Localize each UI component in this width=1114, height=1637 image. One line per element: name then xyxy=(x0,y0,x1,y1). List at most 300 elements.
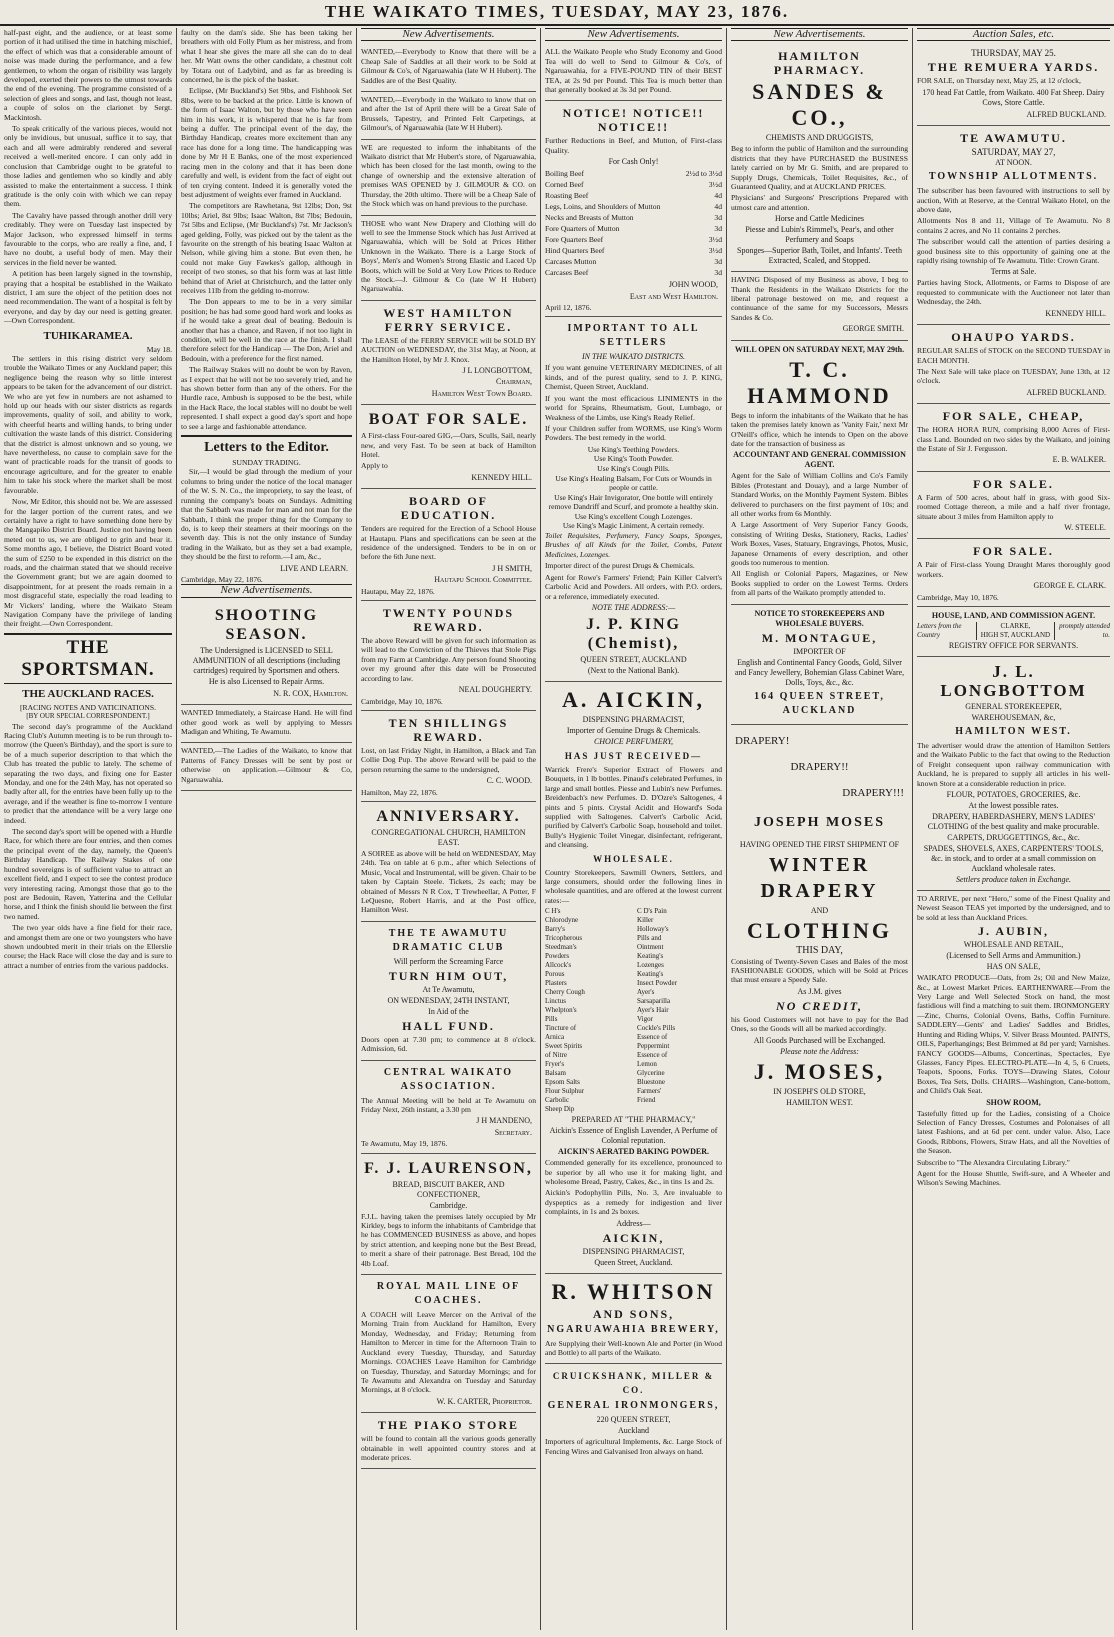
ad-subtitle: IN JOSEPH'S OLD STORE, xyxy=(773,1086,866,1096)
list-item: Cockle's Pills xyxy=(637,1024,676,1033)
article-paragraph: A petition has been largely signed in the township, praying that a hospital be established in the Waikato district, I am sure the object of the petition does not need recommendation. The want of a hospital is felt by everyone, and day by day our need is getting greater.—Own Correspondent. xyxy=(4,269,172,326)
list-item: Use King's Healing Balsam, For Cuts or Wounds in people or cattle. xyxy=(555,473,712,493)
dateline: Hamilton, May 22, 1876. xyxy=(361,787,438,797)
list-item: Keating's Insect Powder xyxy=(637,970,677,988)
ad-subtitle: NGARUAWAHIA BREWERY, xyxy=(547,1323,720,1335)
ad-title: OHAUPO YARDS. xyxy=(951,330,1076,345)
ad-title: A. AICKIN, xyxy=(561,686,706,712)
dateline: May 18. xyxy=(146,344,172,354)
ad-body: REGULAR SALES of STOCK on the SECOND TUESDAY in EACH MONTH. xyxy=(917,346,1110,365)
list-item: Fryer's Balsam xyxy=(545,1060,566,1078)
ad-body: his Good Customers will not have to pay for the Bad Ones, so the Goods will all be marked accordingly. xyxy=(731,1014,908,1034)
ad-subtitle: THIS DAY, xyxy=(796,944,843,956)
advertisement xyxy=(545,682,722,1274)
advertisement xyxy=(361,1275,536,1413)
ad-subtitle: TURN HIM OUT, xyxy=(388,968,509,983)
ad-body: Aickin's Essence of English Lavender, A Perfume of Colonial reputation. xyxy=(549,1126,718,1146)
advertisement xyxy=(917,539,1110,607)
advertisement xyxy=(917,325,1110,404)
ad-subtitle: NO CREDIT, xyxy=(776,998,863,1013)
ad-title: DRAPERY!! xyxy=(790,760,849,773)
ad-body: Begs to inform the inhabitants of the Waikato that he has taken the premises lately known as 'Vanity Fair,' next Mr O'Neill's office, which he intends to Open on the above date for the transaction of business as xyxy=(731,410,908,448)
ad-body: Horse and Cattle Medicines xyxy=(774,214,865,224)
advertisement xyxy=(361,922,536,1061)
ad-title: CENTRAL WAIKATO ASSOCIATION. xyxy=(383,1066,514,1092)
dateline: Te Awamutu, May 19, 1876. xyxy=(361,1139,448,1149)
ad-title: HAMILTON PHARMACY. xyxy=(773,49,866,78)
ad-body: The Next Sale will take place on TUESDAY, June 13th, at 12 o'clock. xyxy=(917,366,1110,386)
price-row xyxy=(545,267,722,278)
section-heading: TUHIKARAMEA. xyxy=(43,329,133,342)
signature: E. B. WALKER. xyxy=(1052,455,1106,465)
ad-title: NOTICE TO STOREKEEPERS AND WHOLESALE BUYERS. xyxy=(754,608,885,628)
list-item: Barry's Tricopherous xyxy=(545,925,583,943)
ad-title: J. P. KING (Chemist), xyxy=(586,615,681,652)
wholesale-list xyxy=(545,907,722,1114)
ad-body: Apply to xyxy=(361,461,388,471)
signature: N. R. COX, Hamilton. xyxy=(273,688,348,698)
new-ads-heading: New Advertisements. xyxy=(181,584,352,597)
ad-body: Agent for the Sale of William Collins and Co's Family Bibles (Protestant and Douay), and a large Number of Standard Works, on the Monthly Payment System. Bibles delivered to purchasers on the first payment of 10s; and all other works from 6s Monthly. xyxy=(731,471,908,518)
article-paragraph: To speak critically of the various pieces, would not only be invidious, but unusual, suffice it to say, that each and all were admirably rendered and several received a well-merited encore. I can only add in conclusion that Cambridge ought to be grateful to those ladies and gentlemen who so kindly and ably assisted to make the entertainment a success. I think gratitude is the only coin with which we can repay them. xyxy=(4,124,172,209)
ad-subtitle: IMPORTER OF xyxy=(793,646,846,656)
advertisement xyxy=(181,601,352,705)
column-4 xyxy=(541,28,726,1630)
signature: J H SMITH, xyxy=(492,563,532,573)
ad-subtitle: IN THE WAIKATO DISTRICTS. xyxy=(581,352,685,362)
list-item: Allcock's Porous Plasters xyxy=(545,961,572,988)
advertisement xyxy=(361,216,536,301)
advertisement xyxy=(917,404,1110,472)
signature: ALFRED BUCKLAND. xyxy=(1026,109,1106,119)
ad-subtitle: HAS ON SALE, xyxy=(986,962,1041,972)
signature: East and West Hamilton. xyxy=(629,291,718,301)
list-item: C H's Chlorodyne xyxy=(545,907,579,925)
subheading: SUNDAY TRADING. xyxy=(232,458,301,468)
list-item: Whelpton's Pills xyxy=(545,1006,577,1024)
price-value: 4d xyxy=(714,191,722,201)
advertisement xyxy=(731,272,908,340)
ad-body: A Pair of First-class Young Draught Mares thoroughly good workers. xyxy=(917,560,1110,579)
price-list xyxy=(545,168,722,278)
dateline: Cambridge, May 10, 1876. xyxy=(917,592,999,602)
letters-heading: Letters to the Editor. xyxy=(181,435,352,456)
ad-body: THOSE who want New Drapery and Clothing will do well to see the Immense Stock which has Just Arrived at Ngaruawahia, which will be Sold at Prices Hither Unknown in the Waikato. There is a Large Stock of Boys', Men's and Women's Strong Elastic and Laced Up Boots, which will be Sold at Very Low Prices to Reduce the Stock.—J. Gilmour & Co (late W H Hubert) Ngaruawahia. xyxy=(361,218,536,294)
ad-body: Consisting of Twenty-Seven Cases and Bales of the most FASHIONABLE GOODS, which will be Sold at Prices that must ensure a Speedy Sale. xyxy=(731,956,908,985)
ad-subtitle: WHOLESALE AND RETAIL, xyxy=(963,940,1064,950)
list-item: C D's Pain Killer xyxy=(637,907,667,925)
ad-body: WANTED Immediately, a Staircase Hand. He will find other good work as well by applying to Messrs Madigan and Whiting, Te Awamutu. xyxy=(181,708,352,736)
article-paragraph: The second day's programme of the Auckland Racing Club's Autumn meeting is to be run through to-morrow (the Queen's Birthday), and the sport is sure to be of a much superior description to that which the Club has treated the public to lately. The scheme of separating the two days, and fixing one for Easter Monday, and one for the 24th May, has not operated so badly after all, for the entries have been fully up to the average, and if the weather is fine to-morrow I venture to predict that the attendance will be a very large one indeed. xyxy=(4,721,172,825)
ad-title: THE PIAKO STORE xyxy=(377,1418,520,1433)
list-item: Essence of Lemon xyxy=(637,1051,668,1069)
ad-body: Tastefully fitted up for the Ladies, consisting of a Choice Selection of Fancy Dresses, Costumes and Polonaises of all latest Fashions, and at 6d per cent. under value. Also, Lace Goods, Ribbons, Flowers, Straw Hats, and all the Novelties of the Season. xyxy=(917,1108,1110,1156)
ad-title: WEST HAMILTON FERRY SERVICE. xyxy=(383,305,514,334)
advertisement xyxy=(917,607,1110,657)
list-item: Farmers' Friend xyxy=(637,1087,662,1105)
ad-title: FOR SALE. xyxy=(973,476,1054,491)
ad-body: SPADES, SHOVELS, AXES, CARPENTERS' TOOLS, &c. in stock, and to order at a small commission on Auckland wholesale rates. xyxy=(923,844,1104,874)
ad-title: TOWNSHIP ALLOTMENTS. xyxy=(928,171,1099,183)
advertisement xyxy=(545,44,722,101)
list-item: Cherry Cough Linctus xyxy=(545,988,585,1006)
column-6 xyxy=(913,28,1114,1630)
dateline: Hautapu, May 22, 1876. xyxy=(361,586,435,596)
ad-body: If you want genuine VETERINARY MEDICINES, of all kinds, and of the purest quality, send to J. P. KING, Chemist, Queen Street, Auckland. xyxy=(545,363,722,392)
ad-body: Terms at Sale. xyxy=(990,267,1037,277)
ad-body: The Undersigned is LICENSED to SELL AMMUNITION of all descriptions (including cartridges) required by Sportsmen and others. xyxy=(192,645,341,675)
advertisement xyxy=(361,802,536,922)
ad-body: All English or Colonial Papers, Magazines, or New Books supplied to order on the Lowest Terms. Orders from all parts of the Waikato promptly attended to. xyxy=(731,569,908,598)
ad-body: Settlers produce taken in Exchange. xyxy=(956,875,1071,885)
article-paragraph: The competitors are Rawhetana, 9st 12lbs; Don, 9st 10lbs; Ariel, 8st 9lbs; Isaac Walton, 8st 7lbs; Bedouin, 7st 5lbs and Eclipse, (Mr Buckland's) 7st. Mr Jackson's aged gelding, Folly, was picked out by the talent as the favourite on the strength of his beating Isaac Walton at Nelson, while giving him a stone. But even then, he could not make Guy Fawkes's gallop, although in receipt of two stones, so that his form was at last little behind that of Ariel at Christchurch, and the latter only receives 11lb from the gelding to-morrow. xyxy=(181,201,352,295)
advertisement xyxy=(361,92,536,140)
column-5 xyxy=(727,28,912,1630)
ad-body: Parties having Stock, Allotments, or Farms to Dispose of are requested to communicate with the Auctioneer not later than Wednesday, the 24th. xyxy=(917,278,1110,307)
ad-subtitle: WHOLESALE. xyxy=(593,853,674,864)
signature: NEAL DOUGHERTY. xyxy=(458,685,532,695)
masthead xyxy=(0,0,1114,26)
list-item: Holloway's Pills and Ointment xyxy=(637,925,669,952)
ad-title: ROYAL MAIL LINE OF COACHES. xyxy=(376,1281,521,1307)
ad-body: Commended generally for its excellence, pronounced to be superior by all who use it for making light, and wholesome Bread, Pastry, Cakes, &c., in tins 1s and 2s. xyxy=(545,1158,722,1186)
list-item: Essence of Peppermint xyxy=(637,1033,670,1051)
ad-body: Warrick Frere's Superior Extract of Flowers and Bouquets, in 1 lb bottles. Pinaud's celebrated Perfumes, in large and small bottles. Piesse and Lubin's new Perfumes. Breidenbach's new Perfumes. D. D'Ozre's Saltogenes, 4 pints and 5 pints. Crystal Acidit and Howard's Soda supplied with Saltogenes. Calvert's Carbolic Acid, purified by Calvert's Carbolic Soap, household and toilet. Bully's Hygienic Toilet Vinegar, disinfectant, refrigerant, and cleansing. xyxy=(545,764,722,850)
ad-body: A Large Assortment of Very Superior Fancy Goods, consisting of Writing Desks, Stationery, Racks, Ladies' Work Boxes, Vases, Statuary, Engravings, Photos, Music, Japanese Ornaments of every description, and other goods too numerous to mention. xyxy=(731,520,908,567)
price-row xyxy=(545,234,722,245)
advertisement xyxy=(731,44,908,272)
article-paragraph: The second day's sport will be opened with a Hurdle Race, for which there are four entries, and then comes the principal event of the day, namely, the Queen's Birthday Handicap. The Railway Stakes of one hundred sovereigns is of sufficient value to attract an excellent field, and I expect to see the contest produce very interesting racing. Amongst those that go to the post are Bedouin, Raven, Yatterina and the Cellular horse, and I think the finish should lie between the first two named. xyxy=(4,827,172,921)
ad-subtitle: GENERAL STOREKEEPER, xyxy=(965,702,1062,711)
ad-body: HAVING Disposed of my Business as above, I beg to Thank the Residents in the Waikato Districts for the liberal patronage bestowed on me, and request a continuance of the same for my Successors, Messrs Sandes & Co. xyxy=(731,275,908,322)
price-item: Boiling Beef xyxy=(545,169,585,179)
list-item: Use King's Magic Liniment, A certain remedy. xyxy=(562,521,705,531)
sportsman-heading: THE SPORTSMAN. xyxy=(4,633,172,684)
ad-body: Agent for the House Shuttle, Swift-sure, and A Wheeler and Wilson's Sewing Machines. xyxy=(917,1168,1110,1188)
ad-body: 170 head Fat Cattle, from Waikato. 400 Fat Sheep. Dairy Cows, Store Cattle. xyxy=(922,87,1105,107)
ad-subtitle: SATURDAY, MAY 27, xyxy=(971,147,1056,158)
article-paragraph: Eclipse, (Mr Buckland's) Set 9lbs, and Fishhook Set 8lbs, were to be backed at the price. Little is known of the form of Isaac Walton, but by those who have seen him in his work, it is whispered that he is far from being a duffer. The principal event of the day, the Birthday Handicap, creates more excitement than any race has done for a long time. The handicapping was done by Mr H E Banks, one of the most experienced racing men in the colony and that it has been done carefully and well, is evident from the fact of eight out of ten crying content. Indeed it is generally voted the best adjustment of weights ever framed in Auckland. xyxy=(181,86,352,199)
byline: [BY OUR SPECIAL CORRESPONDENT.] xyxy=(26,712,150,721)
ad-subtitle: Auckland xyxy=(617,1426,650,1436)
ad-body: Are Supplying their Well-known Ale and Porter (in Wood and Bottle) to all parts of the Waikato. xyxy=(545,1338,722,1358)
ad-title: TE AWAMUTU. xyxy=(960,131,1067,146)
signature: J L LONGBOTTOM, xyxy=(462,365,532,375)
ad-body: A SOIREE as above will be held on WEDNESDAY, May 24th. Tea on table at 6 p.m., after which Selections of Music, Vocal and Instrumental, will be given. Chair to be taken by Captain Steele. Tickets, 2s each; may be obtained of Messrs N R Cox, T Trewheellar, A Potter, F LeQuesne, Robert Harris, and at the Post office, Hamilton West. xyxy=(361,848,536,915)
ad-body: FLOUR, POTATOES, GROCERIES, &c. xyxy=(946,790,1081,800)
ad-subtitle: SHOW ROOM, xyxy=(986,1097,1041,1107)
masthead-title: THE WAIKATO TIMES, TUESDAY, MAY 23, 1876. xyxy=(324,2,790,21)
signature: ALFRED BUCKLAND. xyxy=(1026,387,1106,397)
advertisement xyxy=(361,1154,536,1275)
ad-body: Agent for Rowe's Farmers' Friend; Pain Killer Calvert's Carbolic Acid and Powders. All orders, with P.O. orders, or a reference, immediately executed. xyxy=(545,572,722,601)
ad-subtitle: AND SONS, xyxy=(592,1306,675,1321)
ad-body: promptly attended to. xyxy=(1059,622,1110,639)
ad-title: BOAT FOR SALE. xyxy=(368,411,529,429)
ad-title: FOR SALE. xyxy=(973,544,1054,559)
ad-title: CLOTHING xyxy=(746,917,893,943)
ad-body: Piesse and Lubin's Rimmel's, Pear's, and other Perfumery and Soaps xyxy=(745,225,894,245)
ad-subtitle: NOTE THE ADDRESS:— xyxy=(591,602,676,612)
price-value: 3½d xyxy=(708,235,722,245)
ad-title: BOARD OF EDUCATION. xyxy=(400,494,497,523)
ad-body: WANTED,—Everybody in the Waikato to know that on and after the 1st of April there will be a Great Sale of Brussels, Tapestry, and Printed Felt Carpetings, at Gilmour's, of Ngaruawahia (late W H Hubert). xyxy=(361,95,536,133)
advertisement xyxy=(917,126,1110,325)
ad-body: If you want the most efficacious LINIMENTS in the world for Sprains, Rheumatism, Gout, Lumbago, or Weakness of the Limbs, use King's Ready Relief. xyxy=(545,393,722,422)
signature: Hautapu School Committee. xyxy=(434,575,532,585)
kings-list xyxy=(545,445,722,531)
ad-body: Please note the Address: xyxy=(780,1046,859,1056)
signature: Hamilton West Town Board. xyxy=(431,388,532,398)
ad-title: M. MONTAGUE, xyxy=(761,630,878,645)
signature: W. STEELE. xyxy=(1064,522,1106,532)
ad-title: R. WHITSON xyxy=(551,1278,716,1304)
ad-subtitle: CHEMISTS AND DRUGGISTS, xyxy=(765,133,874,143)
advertisement xyxy=(731,605,908,725)
article-paragraph: The settlers in this rising district very seldom trouble the Waikato Times or any Auckland paper; this negligence being the reason why so little interest appears to be taken for the advancement of our district. We who are yet few in numbers are not ashamed to hold up our heads with our sister districts as regards improvements, quality of soil, and ability to work, with cheerful hearts and willing hands, to bring under cultivation the waste lands of this district. Considering that the district is almost unknown and so young, we have nevertheless, no cause to complain save for the want of practicable roads for the transit of goods to encourage agriculture, and for the greater to enable him to take his stock where the market shall be most favourable. xyxy=(4,354,172,495)
ad-body: Importers of agricultural Implements, &c. Large Stock of Fencing Wires and Galvanised Iron always on hand. xyxy=(545,1437,722,1456)
list-item: Use King's Cough Pills. xyxy=(597,463,670,473)
list-item: Bluestone xyxy=(637,1078,666,1087)
ad-body: will be found to contain all the various goods generally obtainable in well appointed country stores and at moderate prices. xyxy=(361,1434,536,1462)
list-item: Tincture of Arnica xyxy=(545,1024,577,1042)
list-item: Ayer's Sarsaparilla xyxy=(637,988,671,1006)
ad-subtitle: Importer of Genuine Drugs & Chemicals. xyxy=(566,725,701,735)
ad-subtitle: HAVING OPENED THE FIRST SHIPMENT OF xyxy=(739,839,900,849)
ad-title: HOUSE, LAND, AND COMMISSION AGENT. xyxy=(931,611,1096,620)
list-item: Steedman's Powders xyxy=(545,943,577,961)
ad-body: Toilet Requisites, Perfumery, Fancy Soaps, Sponges, Brushes of all Kinds for the Toilet, Combs, Patent Medicines, Lozenges. xyxy=(545,531,722,559)
new-ads-heading: New Advertisements. xyxy=(731,28,908,41)
advertisement xyxy=(545,1274,722,1365)
signature: KENNEDY HILL. xyxy=(471,472,532,482)
ad-body: WAIKATO PRODUCE—Oats, from 2s; Oil and New Maize, &c., at Lowest Market Prices. EARTHENWARE—From the Very Large and Well Selected Stock on hand, the most fastidious will find a matching to suit them. IRONMONGERY—Zinc, Churns, Colonial Ovens, Baths, Coffin Furniture. SADDLERY—Gents' and Ladies' Saddles and Bridles, Hunting and Riding Whips, V. Silver Brass Mounted. PAINTS, OILS, Paperhangings; Best Brimmed at 8d per yard; Varnishes. FANCY GOODS—Albums, Concertinas, Spectacles, Eye Glasses, Fancy Pipes. ELECTRO-PLATE—In 4, 5, 6 Cruets, Teapots, Spoons, Forks. TOYS—Drawing Slates, Colour Boxes, Tea Sets, Dolls. CHAIRS—Washington, Cane-bottom, and Child's Oak Seat. xyxy=(917,973,1110,1096)
advertisement xyxy=(917,472,1110,540)
price-row xyxy=(545,256,722,267)
ad-title: J. MOSES, xyxy=(753,1058,886,1084)
ad-body: The above Reward will be given for such information as will lead to the Conviction of the Thieves that Stole Pigs from my Farm at Cambridge. Any person found Shooting over my ground after this date will be Prosecuted according to law. xyxy=(361,636,536,683)
article-paragraph: The Cavalry have passed through another drill very creditably. They were on Tuesday last inspected by Major Jackson, who expressed himself in terms favourable to the corps, who are really a fine, and, I have no doubt, a useful body of men. May their services in the field never be wanted. xyxy=(4,210,172,267)
ad-body: English and Continental Fancy Goods, Gold, Silver and Fancy Jewellery, Bohemian Glass Cabinet Ware, Dolls, Toys, &c., &c. xyxy=(734,657,905,687)
ad-subtitle: GENERAL IRONMONGERS, xyxy=(547,1400,720,1412)
ad-body: A First-class Four-oared GIG,—Oars, Sculls, Sail, nearly new, and very Fast. To be seen at back of Hamilton Hotel. xyxy=(361,431,536,459)
price-value: 2½d to 3½d xyxy=(685,169,722,179)
advertisement xyxy=(731,725,908,1113)
price-value: 3d xyxy=(714,213,722,223)
article-paragraph: The two year olds have a fine field for their race, and amongst them are one or two youngsters who have shown undoubted merit in their trials on the Ellerslie course; the Hack Race will close the day and is sure to attract a number of entries from the various paddocks. xyxy=(4,923,172,970)
ad-subtitle: CONGREGATIONAL CHURCH, HAMILTON EAST. xyxy=(371,827,526,847)
ad-body: If your Children suffer from WORMS, use King's Worm Powders. The best remedy in the world. xyxy=(545,423,722,443)
column-2 xyxy=(177,28,356,1630)
price-value: 3d xyxy=(714,257,722,267)
advertisement xyxy=(181,705,352,743)
price-row xyxy=(545,212,722,223)
article-paragraph: The Don appears to me to be in a very similar position; he has had some good hard work and looks as if he would take a great deal of beating. Bedouin is another that has a chance, and Raven, if not too light in condition, will be well in the race at the finish. I shall therefore select for the Handicap — The Don, Ariel and Bedouin, with a preference for the first named. xyxy=(181,297,352,363)
article-paragraph: half-past eight, and the audience, or at least some portion of it had utilised the time in hatching mischief, the effect of which was that a considerable amount of noise was made during the performance, and a few gentlemen, to whom the organ of risibility was largely developed, exerted their powers to the utmost towards the end of the evening. The programme consisted of a selection of glees and songs, and last, though not least, a couple of solos on the clarionet by Sergt. Mackintosh. xyxy=(4,28,172,122)
ad-title: THE TE AWAMUTU DRAMATIC CLUB xyxy=(388,927,509,953)
ad-subtitle: REGISTRY OFFICE FOR SERVANTS. xyxy=(948,641,1079,650)
ad-subtitle: DISPENSING PHARMACIST, xyxy=(582,714,685,724)
ad-body: CARPETS, DRUGGETTINGS, &c., &c. xyxy=(947,833,1080,843)
wholesale-left xyxy=(545,907,630,1114)
auction-heading: Auction Sales, etc. xyxy=(917,28,1110,41)
ad-body: Allotments Nos 8 and 11, Village of Te Awamutu. No 8 contains 2 acres, and No 11 contains 2 perches. xyxy=(917,216,1110,235)
ad-title: T. C. HAMMOND xyxy=(747,356,892,408)
ad-body: Subscribe to "The Alexandra Circulating Library." xyxy=(917,1157,1070,1167)
advertisement xyxy=(361,140,536,216)
price-item: Carcases Mutton xyxy=(545,257,597,267)
signature: W. K. CARTER, Proprietor. xyxy=(436,1396,532,1406)
ad-body: At Te Awamutu, xyxy=(422,984,475,994)
ad-subtitle: PREPARED AT "THE PHARMACY," xyxy=(571,1115,696,1125)
list-item: Use King's Hair Invigorator, One bottle will entirely remove Dandriff and Scurf, and promote a healthy skin. xyxy=(548,492,719,512)
ad-body: FOR SALE, on Thursday next, May 25, at 12 o'clock, xyxy=(917,76,1081,86)
dateline: Cambridge, May 10, 1876. xyxy=(361,696,443,706)
ad-title: AICKIN, xyxy=(602,1230,665,1245)
ad-body: TO ARRIVE, per next "Hero," some of the Finest Quality and Newest Season TEAS yet imported by the undersigned, and to be sold at less than Auckland Prices. xyxy=(917,894,1110,922)
price-item: Roasting Beef xyxy=(545,191,589,201)
list-item: Keating's Lozenges xyxy=(637,952,664,970)
signature: Secretary. xyxy=(494,1127,532,1137)
ad-body: The Annual Meeting will be held at Te Awamutu on Friday Next, 26th instant, a 3.30 pm xyxy=(361,1095,536,1114)
ad-body: The HORA HORA RUN, comprising 8,000 Acres of First-class Land. Bounded on two sides by the Waikato, and joining the Estate of Sir J. Fergusson. xyxy=(917,425,1110,453)
advertisement xyxy=(361,44,536,92)
ad-body: ON WEDNESDAY, 24TH INSTANT, xyxy=(387,995,510,1005)
advertisement xyxy=(361,711,536,802)
ad-body: The subscriber has been favoured with instructions to sell by auction, With at Reserve, at the Central Waikato Hotel, on the above date, xyxy=(917,186,1110,215)
ad-subtitle: THURSDAY, MAY 25. xyxy=(971,48,1056,59)
ad-title: WINTER DRAPERY xyxy=(760,853,879,902)
wholesale-right xyxy=(637,907,722,1114)
ad-subtitle: HAMILTON WEST. xyxy=(786,1097,853,1107)
signature: Chairman, xyxy=(495,377,532,387)
price-value: 3d xyxy=(714,224,722,234)
ad-body: WANTED,—Everybody to Know that there will be a Cheap Sale of Saddles at all their work to be Sold at Gilmour & Co's, of Ngaruawahia (late W H Hubert). The Saddles are of the Best Quality. xyxy=(361,47,536,85)
ad-body: The advertiser would draw the attention of Hamilton Settlers and the Waikato Public to the fact that owing to the Reduction of Freight consequent upon railway communication with Auckland, he is prepared to supply all articles in his well-known Store at a considerable reduction in price. xyxy=(917,741,1110,788)
ad-subtitle: Cambridge. xyxy=(429,1200,468,1210)
ad-subtitle: (Licensed to Sell Arms and Ammunition.) xyxy=(946,951,1081,961)
advertisement xyxy=(361,405,536,489)
ad-title: IMPORTANT TO ALL SETTLERS xyxy=(567,323,700,349)
ad-title: F. J. LAURENSON, xyxy=(364,1159,533,1177)
subheading: [RACING NOTES AND VATICINATIONS. xyxy=(20,702,156,712)
advertisement xyxy=(917,891,1110,1194)
list-item: Ayer's Hair Vigor xyxy=(637,1006,669,1024)
ad-title: DRAPERY! xyxy=(735,734,790,747)
dateline: Cambridge, May 22, 1876. xyxy=(181,574,263,584)
ad-body: The subscriber would call the attention of parties desiring a good business site to this opportunity of gaining one at the rapidly rising township of Te Awamutu. Title: Crown Grant. xyxy=(917,237,1110,266)
ad-title: SHOOTING SEASON. xyxy=(214,606,319,643)
ad-subtitle: 164 QUEEN STREET, AUCKLAND xyxy=(754,690,885,716)
ad-body: WANTED,—The Ladies of the Waikato, to know that Patterns of Fancy Dresses will be sent by post or otherwise on application.—Gilmour & Co, Ngaruawahia. xyxy=(181,746,352,784)
signature: C. C. WOOD. xyxy=(486,776,532,786)
ad-subtitle: QUEEN STREET, AUCKLAND xyxy=(580,654,687,664)
new-ads-heading: New Advertisements. xyxy=(545,28,722,41)
price-value: 4d xyxy=(714,202,722,212)
ad-title: JOSEPH MOSES xyxy=(754,814,885,830)
ad-body: Country Storekeepers, Sawmill Owners, Settlers, and large consumers, should order the following lines in wholesale quantities, and are offered at the lowest current rates:— xyxy=(545,867,722,905)
ad-title: DRAPERY!!! xyxy=(842,786,904,799)
signature: KENNEDY HILL. xyxy=(1045,308,1106,318)
ad-body: The LEASE of the FERRY SERVICE will be SOLD BY AUCTION on WEDNESDAY, the 31st May, at Noon, at the Hamilton Hotel, by Mr J. Knox. xyxy=(361,335,536,364)
signature: GEORGE SMITH. xyxy=(842,324,904,334)
advertisement xyxy=(545,317,722,681)
ad-title: THE REMUERA YARDS. xyxy=(927,60,1100,75)
ad-body: Sponges—Superior Bath, Toilet, and Infants'. Teeth Extracted, Scaled, and Stopped. xyxy=(737,246,902,266)
ad-subtitle: AICKIN'S AERATED BAKING POWDER. xyxy=(558,1147,709,1157)
price-row xyxy=(545,223,722,234)
advertisement xyxy=(361,1413,536,1469)
list-item: Use King's Teething Powders. xyxy=(587,444,680,454)
column-3 xyxy=(357,28,540,1630)
ad-body: All Goods Purchased will be Exchanged. xyxy=(753,1035,886,1045)
ad-subtitle: Queen Street, Auckland. xyxy=(594,1257,673,1267)
ad-body: As J.M. gives xyxy=(797,986,842,996)
ad-title: ANNIVERSARY. xyxy=(376,807,521,825)
price-value: 3½d xyxy=(708,246,722,256)
ad-body: Importer direct of the purest Drugs & Chemicals. xyxy=(545,561,695,571)
ad-body: Will perform the Screaming Farce xyxy=(393,956,504,966)
advertisement xyxy=(361,301,536,405)
price-value: 3½d xyxy=(708,180,722,190)
new-ads-heading: New Advertisements. xyxy=(361,28,536,41)
list-item: Flour Sulphur xyxy=(545,1087,585,1096)
ad-title: NOTICE! NOTICE!! NOTICE!! xyxy=(562,106,705,135)
list-item: Glycerine xyxy=(637,1069,665,1078)
ad-body: Beg to inform the public of Hamilton and the surrounding districts that they have PURCHASED the BUSINESS lately carried on by Mr G. Smith, and are prepared to Supply Drugs, Chemicals, Toilet Requisites, &c., of Guaranteed Quality, and at AUCKLAND PRICES. xyxy=(731,144,908,192)
list-item: Use King's Tooth Powder. xyxy=(593,454,674,464)
ad-title: CLARKE, xyxy=(1000,622,1031,630)
ad-subtitle: ACCOUNTANT AND GENERAL COMMISSION AGENT. xyxy=(733,450,906,470)
price-row xyxy=(545,179,722,190)
price-item: Legs, Loins, and Shoulders of Mutton xyxy=(545,202,661,212)
advertisement xyxy=(917,657,1110,891)
ad-title: J. L. LONGBOTTOM xyxy=(940,662,1087,700)
ad-body: He is also Licensed to Repair Arms. xyxy=(208,676,325,686)
ad-subtitle: CHOICE PERFUMERY, xyxy=(593,736,674,746)
ad-subtitle: For Cash Only! xyxy=(608,157,659,167)
ad-body: Doors open at 7.30 pm; to commence at 8 o'clock. Admission, 6d. xyxy=(361,1034,536,1054)
signature: JOHN WOOD, xyxy=(668,280,718,290)
ad-title: TEN SHILLINGS REWARD. xyxy=(388,715,509,744)
advertisement xyxy=(361,601,536,711)
ad-subtitle: DISPENSING PHARMACIST, xyxy=(582,1246,685,1256)
ad-subtitle: HAS JUST RECEIVED— xyxy=(564,750,703,761)
ad-body: In Aid of the xyxy=(428,1006,469,1016)
price-item: Fore Quarters Beef xyxy=(545,235,604,245)
ad-body: WE are requested to inform the inhabitants of the Waikato district that Mr Hubert's store, of Ngaruawahia, which has been closed for the last month, owing to the change of ownership and the extensive alteration of premises WAS OPENED by J. GILMOUR & CO. on Thursday, the 20th ultimo. There will be a Cheap Sale of the Stock which was on hand previous to the purchase. xyxy=(361,142,536,209)
ad-subtitle: WAREHOUSEMAN, &c, xyxy=(971,713,1056,722)
price-row xyxy=(545,168,722,179)
ad-title: CRUICKSHANK, MILLER & CO. xyxy=(552,1371,715,1396)
clarke-block xyxy=(917,622,1110,640)
ad-subtitle: (Next to the National Bank). xyxy=(587,665,680,675)
ad-body: Aickin's Podophyllin Pills, No. 3, Are invaluable to dyspeptics as a remedy for indigestion and liver complaints, in 1s and 2s boxes. xyxy=(545,1188,722,1217)
price-item: Fore Quarters of Mutton xyxy=(545,224,620,234)
ad-title: J. AUBIN, xyxy=(977,924,1049,939)
ad-title: TWENTY POUNDS REWARD. xyxy=(382,606,515,635)
ad-body: Further Reductions in Beef, and Mutton, of First-class Quality. xyxy=(545,136,722,155)
signature: GEORGE E. CLARK. xyxy=(1033,581,1106,591)
clarke-name-block xyxy=(976,622,1055,640)
ad-body: Tenders are required for the Erection of a School House at Hautapu. Plans and specifications can be seen at the residence of the undersigned. Tenders to be in on or before the 6th June next. xyxy=(361,524,536,562)
ad-body: HIGH ST, AUCKLAND xyxy=(980,631,1051,639)
price-row xyxy=(545,245,722,256)
price-item: Corned Beef xyxy=(545,180,584,190)
signature: LIVE AND LEARN. xyxy=(280,563,348,573)
advertisement xyxy=(731,341,908,605)
article-paragraph: The Railway Stakes will no doubt be won by Raven, as I expect that he will not be too severely tried, and he has shown better form than any of the others. For the Hurdle race, Ambush is supposed to be the best, while in the Hack Race, the local stables will no doubt be well represented. I shall expect a good day's sport and hope to see a large and fashionable attendance. xyxy=(181,365,352,431)
